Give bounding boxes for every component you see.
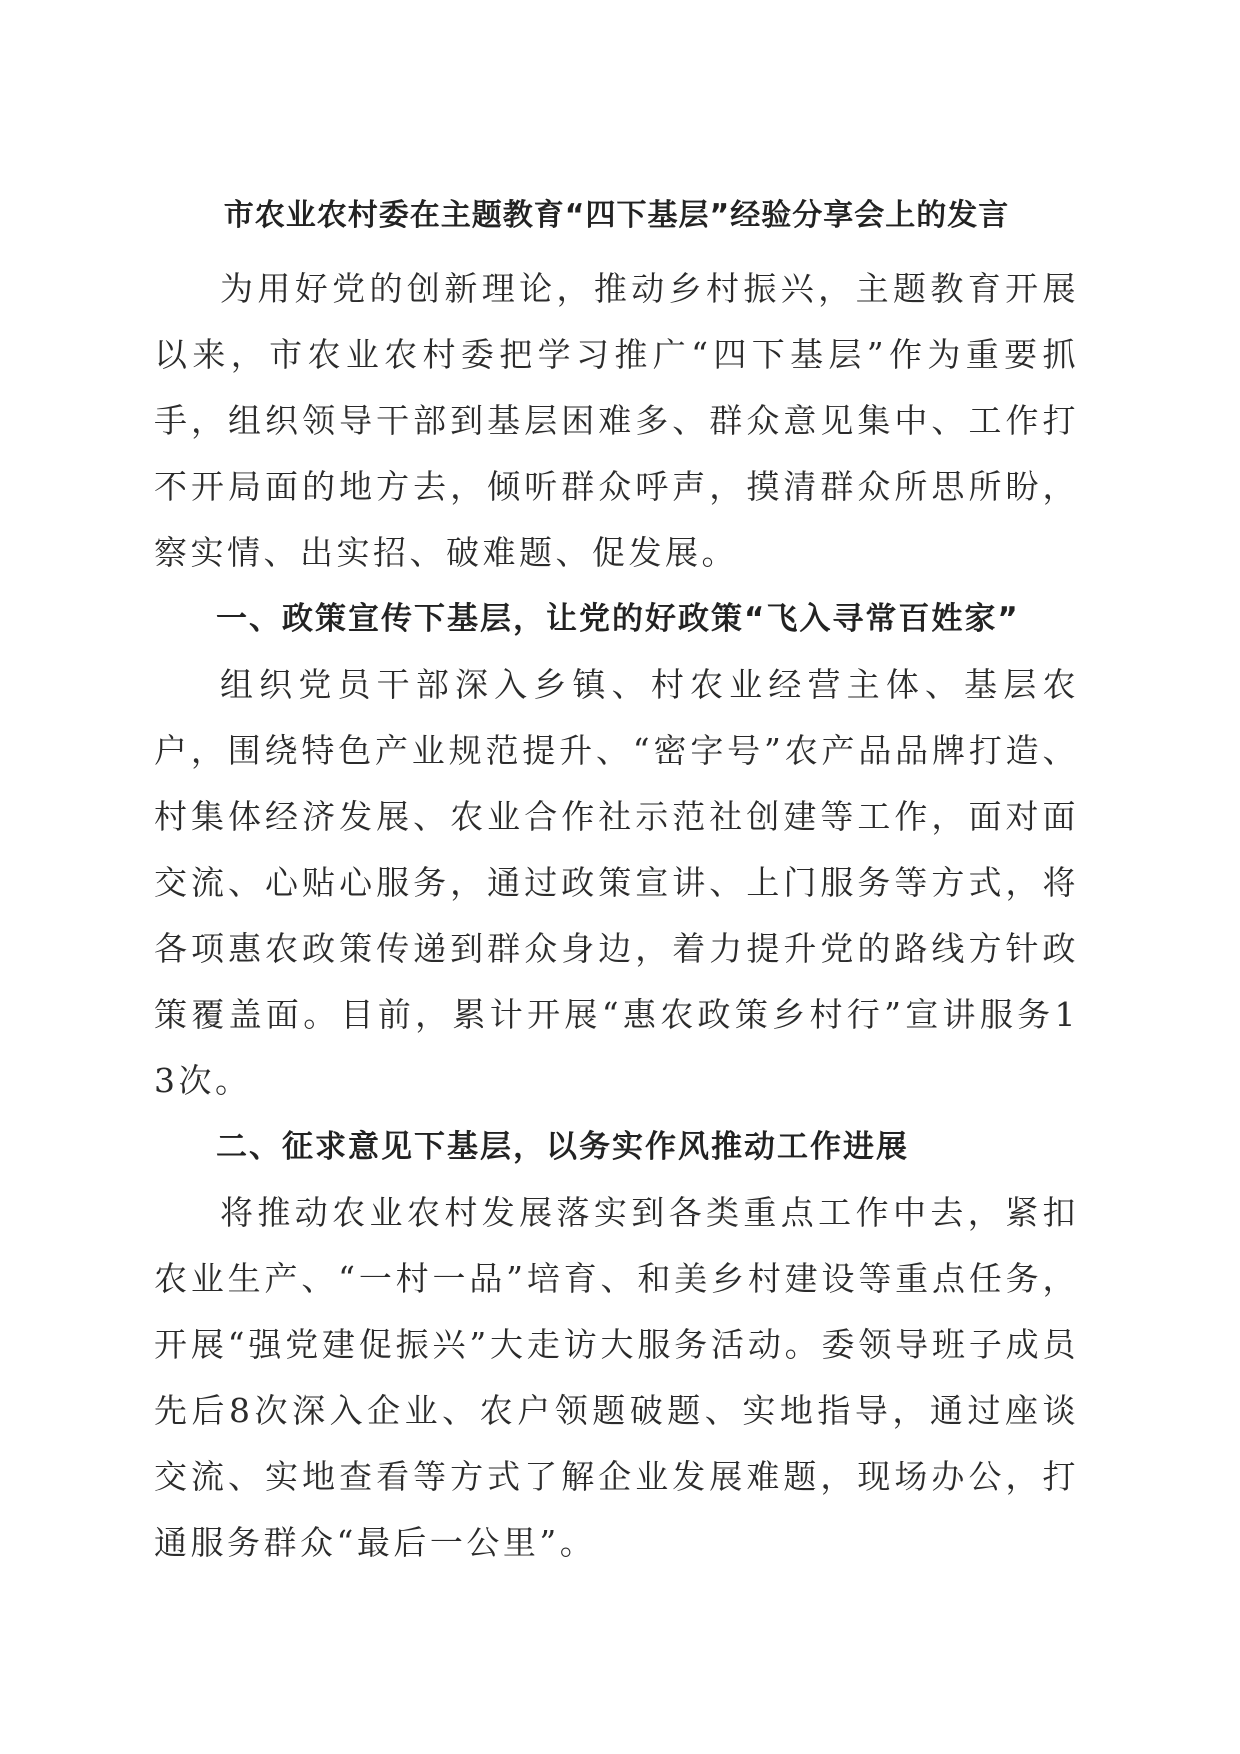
section-heading-2: 二、征求意见下基层，以务实作风推动工作进展 — [216, 1129, 909, 1165]
section-body-1: 组织党员干部深入乡镇、村农业经营主体、基层农户，围绕特色产业规范提升、“密字号”农产品品牌打造、村集体经济发展、农业合作社示范社创建等工作，面对面交流、心贴心服务，通过政策宣讲、上门服务等方式，将各项惠农政策传递到群众身边，着力提升党的路线方针政策覆盖面。目前，累计开展“惠农政策乡村行”宣讲服务13次。 — [154, 665, 1079, 1100]
document-page — [154, 190, 1079, 1576]
section-heading-1: 一、政策宣传下基层，让党的好政策“飞入寻常百姓家” — [216, 601, 1020, 637]
intro-paragraph: 为用好党的创新理论，推动乡村振兴，主题教育开展以来，市农业农村委把学习推广“四下基层”作为重要抓手，组织领导干部到基层困难多、群众意见集中、工作打不开局面的地方去，倾听群众呼声，摸清群众所思所盼，察实情、出实招、破难题、促发展。 — [154, 269, 1079, 572]
section-body-2: 将推动农业农村发展落实到各类重点工作中去，紧扣农业生产、“一村一品”培育、和美乡村建设等重点任务，开展“强党建促振兴”大走访大服务活动。委领导班子成员先后8次深入企业、农户领题破题、实地指导，通过座谈交流、实地查看等方式了解企业发展难题，现场办公，打通服务群众“最后一公里”。 — [154, 1193, 1079, 1562]
document-title: 市农业农村委在主题教育“四下基层”经验分享会上的发言 — [223, 198, 1010, 233]
